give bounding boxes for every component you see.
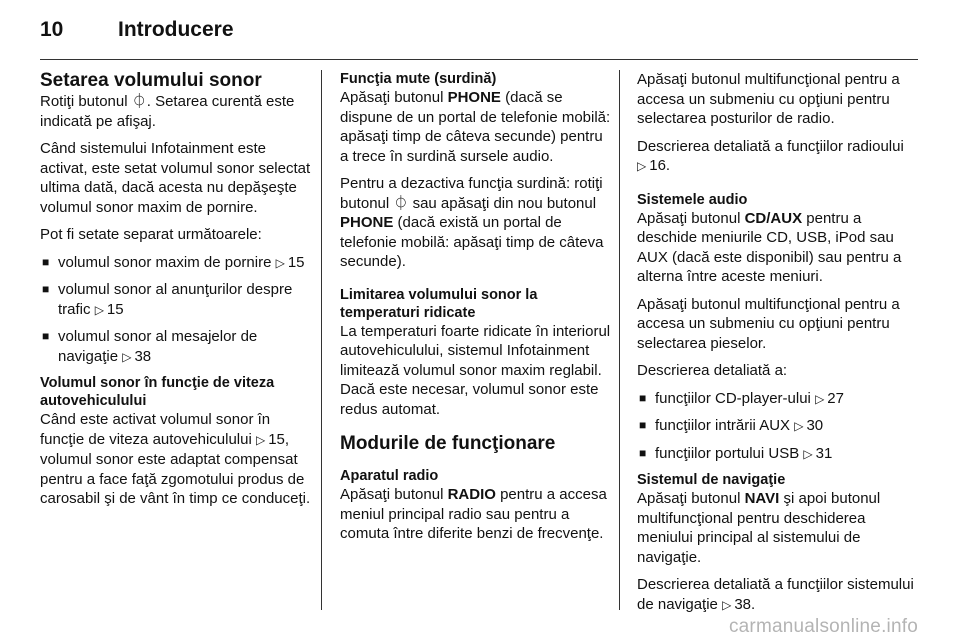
chapter-title: Introducere — [118, 18, 234, 41]
page-ref: 27 — [827, 389, 844, 407]
subheading-navigation: Sistemul de navigaţie — [637, 472, 786, 488]
volume-knob-icon: ⏀ — [131, 93, 147, 110]
bullet-icon: ■ — [639, 418, 647, 432]
page-ref-arrow-icon: ▷ — [122, 349, 132, 364]
page-ref: 30 — [806, 417, 824, 434]
subheading-speed-volume: Volumul sonor în funcţie de viteza autovehiculului — [40, 375, 275, 409]
list-item: ■ volumul sonor maxim de pornire ▷ 15 — [40, 253, 312, 274]
bullet-icon: ■ — [42, 254, 50, 269]
button-name: RADIO — [447, 486, 496, 503]
paragraph: Apăsaţi butonul PHONE (dacă se dispune de un portal de telefonie mobilă: apăsaţi timp de câteva secunde) pentru a trece în surdină sursele audio. — [340, 89, 611, 165]
paragraph: Când sistemului Infotainment este activat, este setat volumul sonor selectat ultima dată, dacă acesta nu depăşeşte volumul sonor maxim de pornire. — [40, 140, 311, 216]
paragraph: Apăsaţi butonul multifuncţional pentru a accesa un submeniu cu opţiuni pentru selectarea posturilor de radio. — [637, 71, 900, 127]
section-title-volume: Setarea volumului sonor — [40, 70, 262, 91]
paragraph: Pot fi setate separat următoarele: — [40, 226, 262, 243]
page-ref-arrow-icon: ▷ — [794, 419, 804, 433]
subheading-audio: Sistemele audio — [637, 191, 748, 208]
bullet-icon: ■ — [42, 329, 50, 343]
page-ref: 15 — [268, 430, 285, 448]
page-ref-arrow-icon: ▷ — [803, 446, 813, 461]
button-name: PHONE — [447, 89, 501, 106]
volume-settings-list — [40, 253, 312, 368]
header-rule — [40, 59, 918, 60]
list-item: ■ volumul sonor al anunţurilor despre trafic ▷ 15 — [40, 280, 312, 320]
page-ref: 38 — [734, 595, 751, 613]
page-number: 10 — [40, 18, 64, 41]
paragraph: Când este activat volumul sonor în funcţie de viteza autovehiculului ▷ 15, volumul sonor este adaptat compensat pentru a face faţă zgomotului produs de carosabil şi de vânt în timp ce conduceţi. — [40, 411, 311, 507]
page-ref: 31 — [815, 444, 833, 462]
page-ref-arrow-icon: ▷ — [255, 432, 266, 447]
page-ref-arrow-icon: ▷ — [94, 302, 104, 317]
subheading-mute: Funcţia mute (surdină) — [340, 71, 497, 87]
paragraph: Apăsaţi butonul NAVI şi apoi butonul multifuncţional pentru deschiderea meniului principal al sistemului de navigaţie. — [637, 490, 881, 566]
paragraph: Apăsaţi butonul multifuncţional pentru a accesa un submeniu cu opţiuni pentru selectarea pieselor. — [637, 295, 900, 352]
paragraph: Descrierea detaliată a funcţiilor sistemului de navigaţie ▷ 38. — [637, 575, 915, 615]
page-ref: 38 — [134, 347, 152, 365]
section-title-modes: Modurile de funcţionare — [340, 433, 556, 454]
subheading-temperature: Limitarea volumului sonor la temperaturi ridicate — [340, 286, 538, 321]
bullet-icon: ■ — [639, 445, 647, 460]
bullet-icon: ■ — [42, 282, 50, 296]
button-name: PHONE — [340, 214, 394, 231]
volume-knob-icon: ⏀ — [393, 194, 409, 212]
button-name: NAVI — [744, 490, 780, 507]
bullet-icon: ■ — [639, 390, 647, 405]
column-1 — [40, 70, 312, 517]
paragraph: Apăsaţi butonul RADIO pentru a accesa meniul principal radio sau pentru a comuta între diferite benzi de frecvenţe. — [340, 486, 607, 542]
page-ref-arrow-icon: ▷ — [815, 391, 825, 406]
page-ref: 15 — [287, 253, 305, 271]
page-ref-arrow-icon: ▷ — [722, 597, 732, 612]
page-ref: 15 — [106, 300, 124, 318]
paragraph: Descrierea detaliată a: — [637, 362, 788, 379]
column-divider — [619, 70, 620, 610]
page-ref-arrow-icon: ▷ — [637, 159, 647, 173]
page-header — [40, 18, 234, 48]
paragraph: Rotiţi butonul ⏀. Setarea curentă este indicată pe afişaj. — [40, 93, 295, 130]
list-item: ■ funcţiilor intrării AUX ▷ 30 — [637, 416, 915, 437]
column-divider — [321, 70, 322, 610]
column-2 — [340, 70, 612, 552]
paragraph: Descrierea detaliată a funcţiilor radioului ▷ 16. — [637, 137, 915, 177]
audio-functions-list — [637, 389, 915, 465]
page-ref: 16 — [649, 157, 666, 174]
paragraph: Apăsaţi butonul CD/AUX pentru a deschide meniurile CD, USB, iPod sau AUX (dacă este disponibil) sau pentru a alterna între aceste meniuri. — [637, 209, 902, 285]
column-3 — [637, 70, 915, 623]
page-ref-arrow-icon: ▷ — [275, 255, 285, 270]
watermark-text: carmanualsonline.info — [728, 616, 918, 637]
paragraph: La temperaturi foarte ridicate în interiorul autovehiculului, sistemul Infotainment limitează volumul sonor maxim reglabil. Dacă este necesar, volumul sonor este redus automat. — [340, 322, 611, 418]
list-item: ■ volumul sonor al mesajelor de navigaţie ▷ 38 — [40, 327, 312, 367]
subheading-radio: Aparatul radio — [340, 468, 439, 484]
list-item: ■ funcţiilor CD-player-ului ▷ 27 — [637, 389, 915, 410]
paragraph: Pentru a dezactiva funcţia surdină: rotiţi butonul ⏀ sau apăsaţi din nou butonul PHONE (dacă există un portal de telefonie mobilă: apăsaţi timp de câteva secunde). — [340, 175, 604, 270]
button-name: CD/AUX — [744, 209, 803, 227]
list-item: ■ funcţiilor portului USB ▷ 31 — [637, 444, 915, 465]
